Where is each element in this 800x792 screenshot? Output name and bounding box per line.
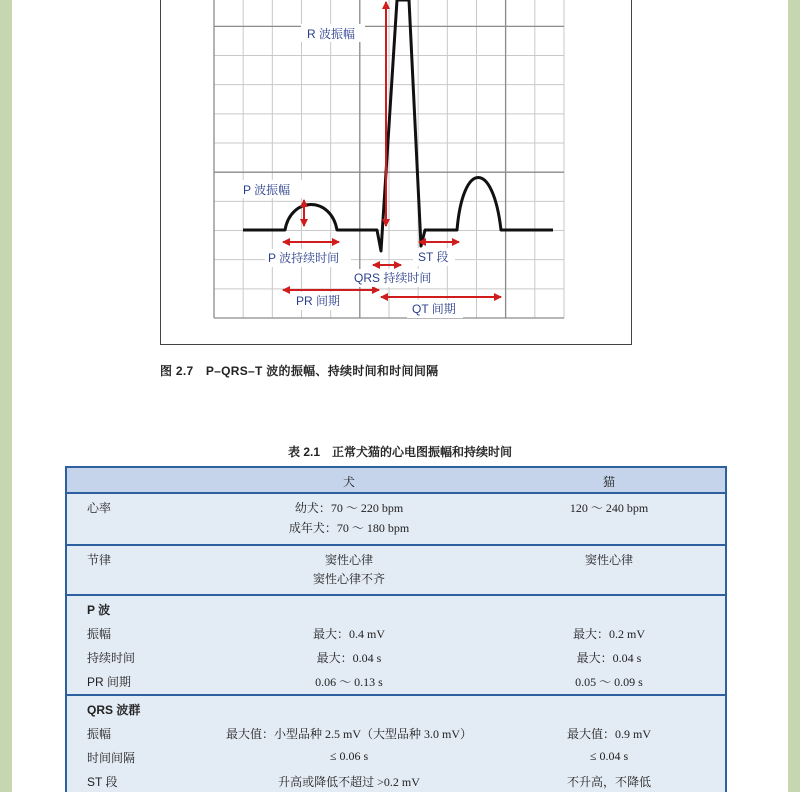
qrs-interval-dog: ≤ 0.06 s (329, 749, 369, 763)
pr-interval-cat: 0.05 ～ 0.09 s (575, 675, 643, 689)
p-amplitude-row-label: 振幅 (87, 627, 112, 641)
pr-interval-row-label: PR 间期 (87, 675, 132, 689)
rhythm-dog-arrhythmia: 窦性心律不齐 (312, 572, 385, 586)
st-segment-cat: 不升高，不降低 (566, 775, 651, 789)
heart-rate-section (67, 494, 725, 546)
qrs-interval-row-label: 时间间隔 (87, 751, 136, 765)
st-segment-label: ST 段 (418, 250, 449, 264)
p-duration-dog: 最大：0.04 s (316, 651, 382, 665)
qrs-amplitude-dog: 最大值：小型品种 2.5 mV（大型品种 3.0 mV） (225, 727, 472, 741)
p-wave-heading: P 波 (87, 603, 111, 617)
heart-rate-cat: 120 ～ 240 bpm (569, 501, 649, 515)
p-wave-section (67, 596, 725, 696)
table-header (67, 468, 725, 494)
table-row (67, 644, 725, 668)
ecg-diagram (161, 0, 633, 345)
column-header-cat: 猫 (602, 475, 615, 489)
qt-interval-label: QT 间期 (412, 302, 456, 316)
p-duration-label: P 波持续时间 (268, 251, 340, 265)
qrs-interval-cat: ≤ 0.04 s (589, 749, 629, 763)
ecg-reference-table (65, 466, 727, 792)
ecg-figure (160, 0, 632, 345)
p-duration-row-label: 持续时间 (87, 651, 136, 665)
st-segment-row-label: ST 段 (87, 775, 118, 789)
qrs-amplitude-cat: 最大值：0.9 mV (566, 727, 651, 741)
table-row (67, 744, 725, 768)
table-caption: 表 2.1 正常犬猫的心电图振幅和持续时间 (287, 445, 513, 459)
column-header-dog: 犬 (342, 475, 355, 489)
rhythm-dog-sinus: 窦性心律 (324, 553, 373, 567)
pr-interval-dog: 0.06 ～ 0.13 s (315, 675, 383, 689)
p-wave-heading-row (67, 596, 725, 620)
qrs-duration-label: QRS 持续时间 (354, 271, 432, 285)
pr-interval-label: PR 间期 (296, 294, 341, 308)
p-duration-cat: 最大：0.04 s (576, 651, 642, 665)
table-row (67, 668, 725, 692)
p-amplitude-cat: 最大：0.2 mV (572, 627, 645, 641)
book-page (12, 0, 788, 792)
rhythm-label: 节律 (87, 553, 112, 567)
figure-caption: 图 2.7 P–QRS–T 波的振幅、持续时间和时间间隔 (160, 364, 439, 378)
qrs-section (67, 696, 725, 792)
r-amplitude-label: R 波振幅 (307, 27, 356, 41)
p-amplitude-label: P 波振幅 (243, 183, 291, 197)
heart-rate-label: 心率 (87, 501, 112, 515)
table-row (67, 768, 725, 792)
qrs-amplitude-row-label: 振幅 (87, 727, 112, 741)
heart-rate-dog-puppy: 幼犬：70 ～ 220 bpm (294, 501, 404, 515)
ecg-trace (243, 0, 553, 251)
rhythm-cat: 窦性心律 (584, 553, 633, 567)
qrs-heading-row (67, 696, 725, 720)
heart-rate-dog-adult: 成年犬：70 ～ 180 bpm (288, 521, 410, 535)
rhythm-section (67, 546, 725, 596)
p-amplitude-dog: 最大：0.4 mV (312, 627, 385, 641)
table-row (67, 620, 725, 644)
table-row (67, 720, 725, 744)
qrs-heading: QRS 波群 (87, 703, 141, 717)
st-segment-dog: 升高或降低不超过 >0.2 mV (278, 775, 420, 789)
